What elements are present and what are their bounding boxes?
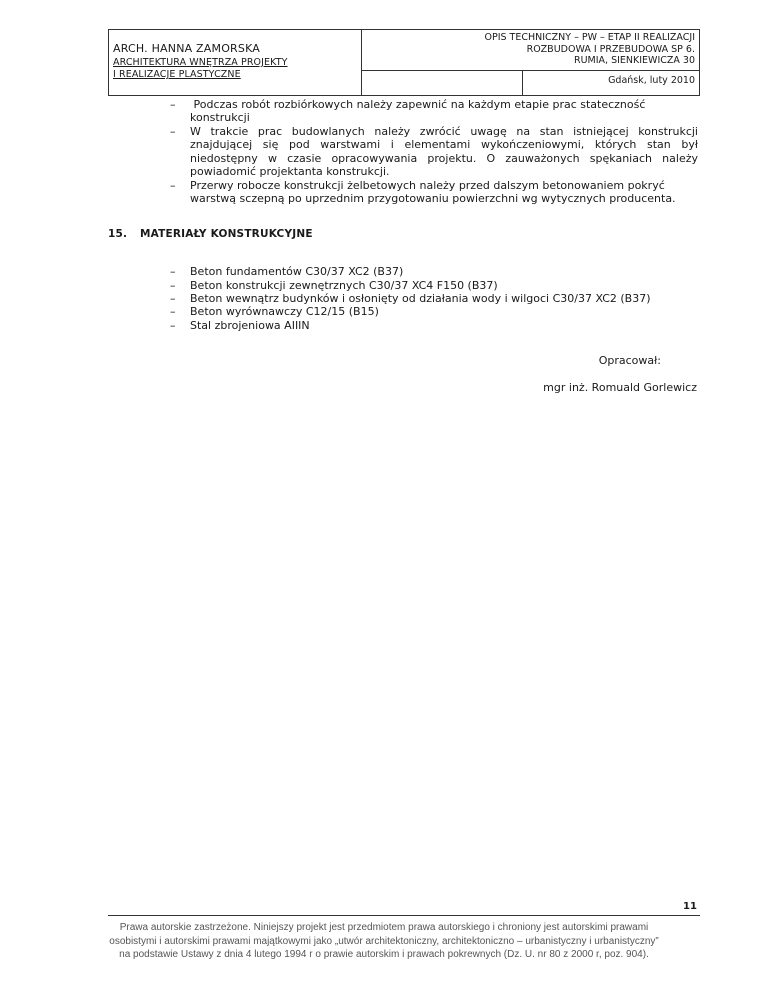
header-document-cell [362,30,700,71]
bullet-item [190,98,698,125]
company-line-2: I REALIZACJE PLASTYCZNE [113,69,241,80]
signature-label: Opracował: [598,354,661,367]
footer-line: na podstawie Ustawy z dnia 4 lutego 1994 r o prawie autorskim i prawach pokrewnych (Dz. U. nr 80 z 2000 r, poz. 904). [119,949,649,961]
material-item: Beton fundamentów C30/37 XC2 (B37) [190,265,404,278]
bullet-line: powiadomić projektanta konstrukcji. [190,165,390,179]
page-number: 11 [683,901,697,912]
material-dash: – [170,279,176,292]
author-name: ARCH. HANNA ZAMORSKA [113,42,261,55]
place-date: Gdańsk, luty 2010 [523,71,700,96]
section-title: MATERIAŁY KONSTRUKCYJNE [140,228,313,240]
bullet-item [190,179,698,206]
bullet-line: konstrukcji [190,111,250,125]
material-item: Beton wyrównawczy C12/15 (B15) [190,305,379,318]
bullet-line: Podczas robót rozbiórkowych należy zapewnić na każdym etapie prac stateczność [190,98,646,111]
material-item: Stal zbrojeniowa AIIIN [190,319,310,332]
bullet-line: Przerwy robocze konstrukcji żelbetowych należy przed dalszym betonowaniem pokryć [190,179,665,192]
bullet-line: niedostępny w czasie opracowywania projektu. O zauważonych spękaniach należy [190,151,698,165]
document-title: OPIS TECHNICZNY – PW – ETAP II REALIZACJI [484,32,695,43]
copyright-footer [60,921,708,962]
header-author-cell [109,30,362,96]
material-dash: – [170,292,176,305]
material-dash: – [170,305,176,318]
section-heading [108,228,313,240]
bullet-dash: – [170,98,176,111]
bullet-line: znajdującej się pod warstwami i elementami wykończeniowymi, których stan był [190,138,698,152]
bullet-dash: – [170,179,176,192]
bullet-line: warstwą sczepną po uprzednim przygotowaniu powierzchni wg wytycznych producenta. [190,192,676,206]
signature-name: mgr inż. Romuald Gorlewicz [543,381,697,394]
project-address: RUMIA, SIENKIEWICZA 30 [573,55,695,66]
bullet-item [190,125,698,179]
bullet-dash: – [170,125,176,138]
footer-divider [108,915,700,916]
header-empty-cell [362,71,523,96]
bullet-line: W trakcie prac budowlanych należy zwrócić uwagę na stan istniejącej konstrukcji [190,125,698,138]
material-dash: – [170,265,176,278]
company-line-1: ARCHITEKTURA WNĘTRZA PROJEKTY [113,57,288,68]
page-header [108,29,700,96]
project-name: ROZBUDOWA I PRZEBUDOWA SP 6. [526,43,695,55]
material-item: Beton wewnątrz budynków i osłonięty od działania wody i wilgoci C30/37 XC2 (B37) [190,292,651,305]
section-number: 15. [108,228,128,240]
footer-line: Prawa autorskie zastrzeżone. Niniejszy projekt jest przedmiotem prawa autorskiego i chroniony jest autorskimi prawami [119,922,649,933]
material-dash: – [170,319,176,332]
material-item: Beton konstrukcji zewnętrznych C30/37 XC4 F150 (B37) [190,279,498,292]
footer-line: osobistymi i autorskimi prawami majątkowymi jako „utwór architektoniczny, architektoniczno – urbanistyczny i urbanistyczny” [109,935,659,947]
